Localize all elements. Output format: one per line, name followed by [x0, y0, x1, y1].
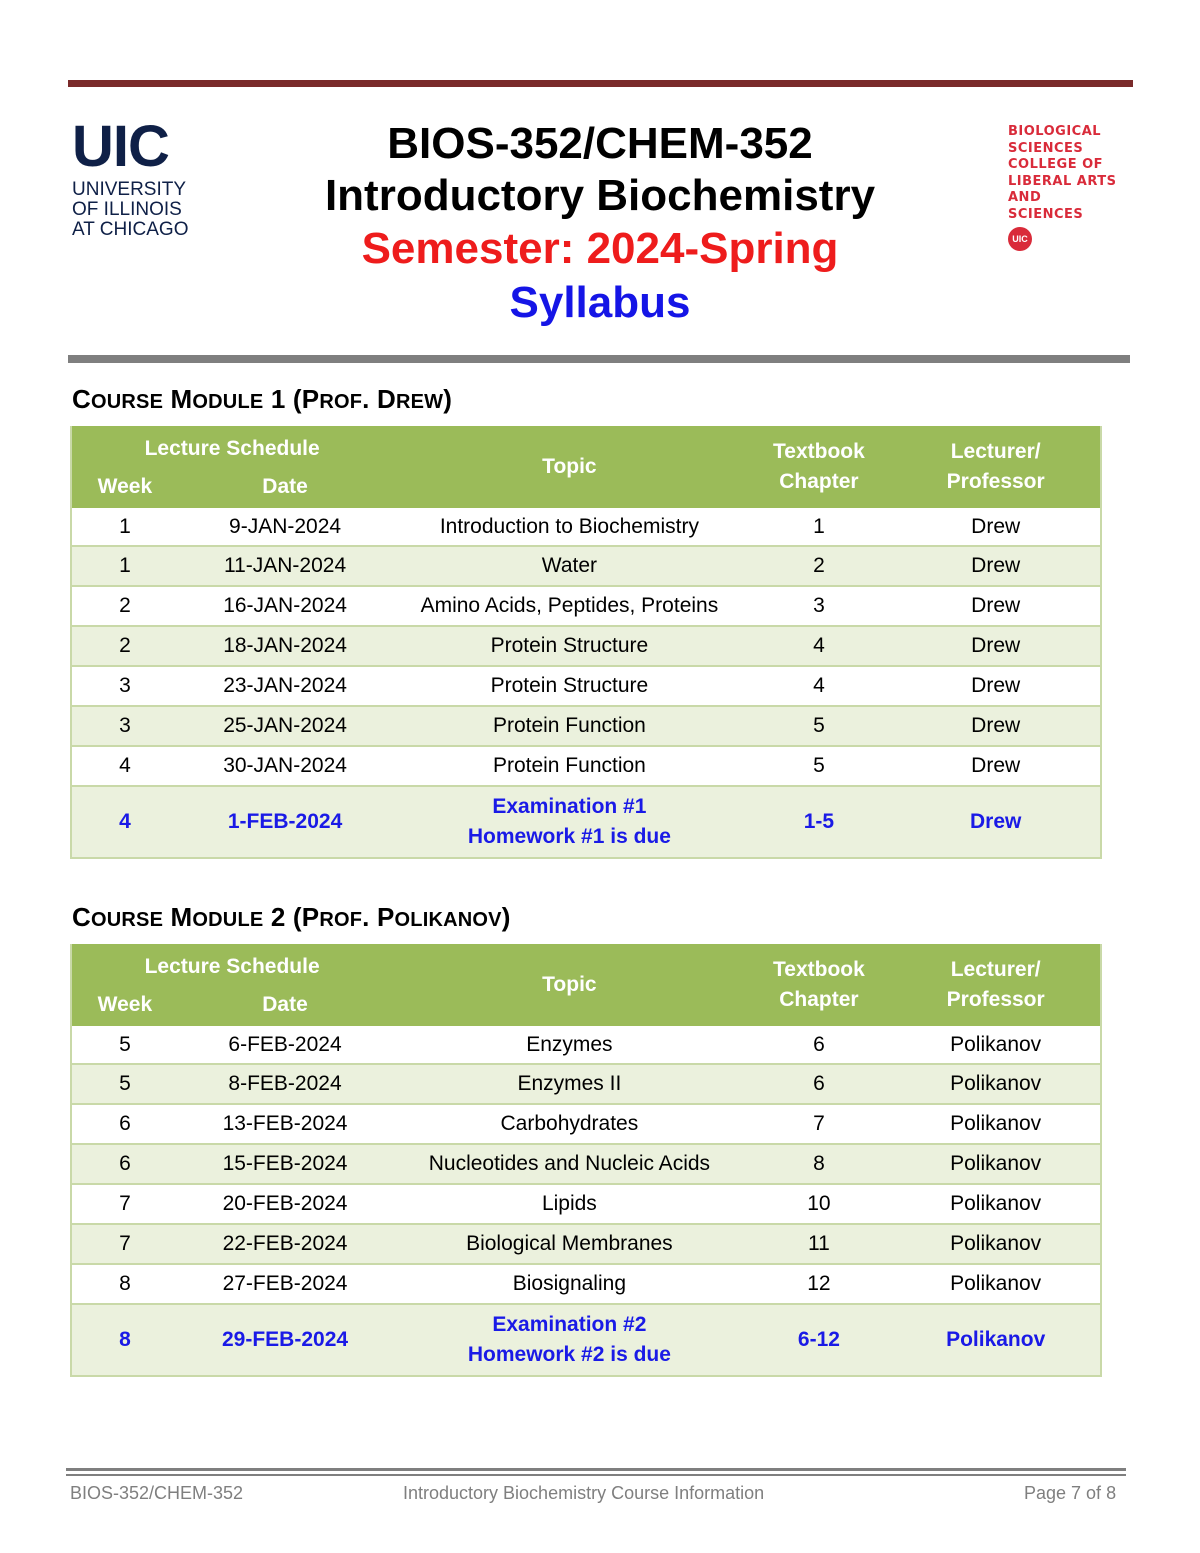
course-name: Introductory Biochemistry — [324, 171, 876, 220]
bio-line-4: LIBERAL ARTS — [1008, 173, 1117, 189]
exam-row: 8 29-FEB-2024 Examination #2 Homework #2 is due 6-12 Polikanov — [71, 1304, 1101, 1376]
table-row: 6 13-FEB-2024 Carbohydrates 7 Polikanov — [71, 1104, 1101, 1144]
bio-line-5: AND — [1008, 190, 1042, 205]
bio-line-3: COLLEGE OF — [1008, 157, 1104, 172]
table-row: 3 23-JAN-2024 Protein Structure 4 Drew — [71, 666, 1101, 706]
header-date: Date — [262, 475, 308, 498]
uic-line-2: OF ILLINOIS — [72, 199, 182, 220]
module-2-table — [70, 944, 1102, 1377]
module-1-heading: COURSE MODULE 1 (PROF. DREW) — [72, 384, 453, 414]
header-lecture-schedule: Lecture Schedule — [144, 955, 320, 978]
uic-badge-icon: UIC — [1008, 227, 1032, 251]
bio-line-1: BIOLOGICAL — [1008, 124, 1102, 139]
top-rule — [68, 80, 1133, 87]
table-row: 7 20-FEB-2024 Lipids 10 Polikanov — [71, 1184, 1101, 1224]
table-row: 5 8-FEB-2024 Enzymes II 6 Polikanov — [71, 1064, 1101, 1104]
header-week: Week — [97, 475, 153, 498]
uic-logo — [72, 114, 232, 240]
semester: Semester: 2024-Spring — [361, 224, 839, 273]
header-date: Date — [262, 993, 308, 1016]
table-row: 6 15-FEB-2024 Nucleotides and Nucleic Acids 8 Polikanov — [71, 1144, 1101, 1184]
module-1-table — [70, 426, 1102, 859]
module-2-heading: COURSE MODULE 2 (PROF. POLIKANOV) — [72, 902, 511, 932]
course-code: BIOS-352/CHEM-352 — [387, 119, 813, 168]
header-textbook-chapter: Textbook Chapter — [773, 958, 865, 1011]
table-row: 2 16-JAN-2024 Amino Acids, Peptides, Proteins 3 Drew — [71, 586, 1101, 626]
table-row: 7 22-FEB-2024 Biological Membranes 11 Polikanov — [71, 1224, 1101, 1264]
table-row: 3 25-JAN-2024 Protein Function 5 Drew — [71, 706, 1101, 746]
footer-course-info: Introductory Biochemistry Course Information — [403, 1483, 765, 1503]
table-row: 1 9-JAN-2024 Introduction to Biochemistry 1 Drew — [71, 508, 1101, 546]
biological-sciences-logo — [1008, 124, 1148, 251]
bio-line-2: SCIENCES — [1008, 140, 1084, 156]
footer-page-number: Page 7 of 8 — [1024, 1483, 1117, 1503]
syllabus-heading: Syllabus — [509, 278, 691, 327]
exam-row: 4 1-FEB-2024 Examination #1 Homework #1 is due 1-5 Drew — [71, 786, 1101, 858]
table-row: 1 11-JAN-2024 Water 2 Drew — [71, 546, 1101, 586]
table-row: 4 30-JAN-2024 Protein Function 5 Drew — [71, 746, 1101, 786]
header-week: Week — [97, 993, 153, 1016]
header-lecture-schedule: Lecture Schedule — [144, 437, 320, 460]
document-title-block — [250, 118, 950, 330]
header-topic: Topic — [542, 973, 597, 996]
header-topic: Topic — [542, 455, 597, 478]
footer-rule — [66, 1468, 1126, 1471]
uic-logo-text — [72, 180, 232, 240]
uic-logo-mark: UIC — [72, 114, 169, 179]
table-row: 5 6-FEB-2024 Enzymes 6 Polikanov — [71, 1026, 1101, 1064]
uic-line-1: UNIVERSITY — [72, 179, 187, 200]
table-row: 8 27-FEB-2024 Biosignaling 12 Polikanov — [71, 1264, 1101, 1304]
uic-line-3: AT CHICAGO — [72, 219, 189, 240]
footer-rule-thin — [66, 1474, 1126, 1476]
header-lecturer-professor: Lecturer/ Professor — [946, 958, 1045, 1011]
footer-course-code: BIOS-352/CHEM-352 — [70, 1483, 244, 1503]
bio-line-6: SCIENCES — [1008, 206, 1084, 222]
table-row: 2 18-JAN-2024 Protein Structure 4 Drew — [71, 626, 1101, 666]
header-textbook-chapter: Textbook Chapter — [773, 440, 865, 493]
header-divider — [68, 355, 1130, 363]
header-lecturer-professor: Lecturer/ Professor — [946, 440, 1045, 493]
